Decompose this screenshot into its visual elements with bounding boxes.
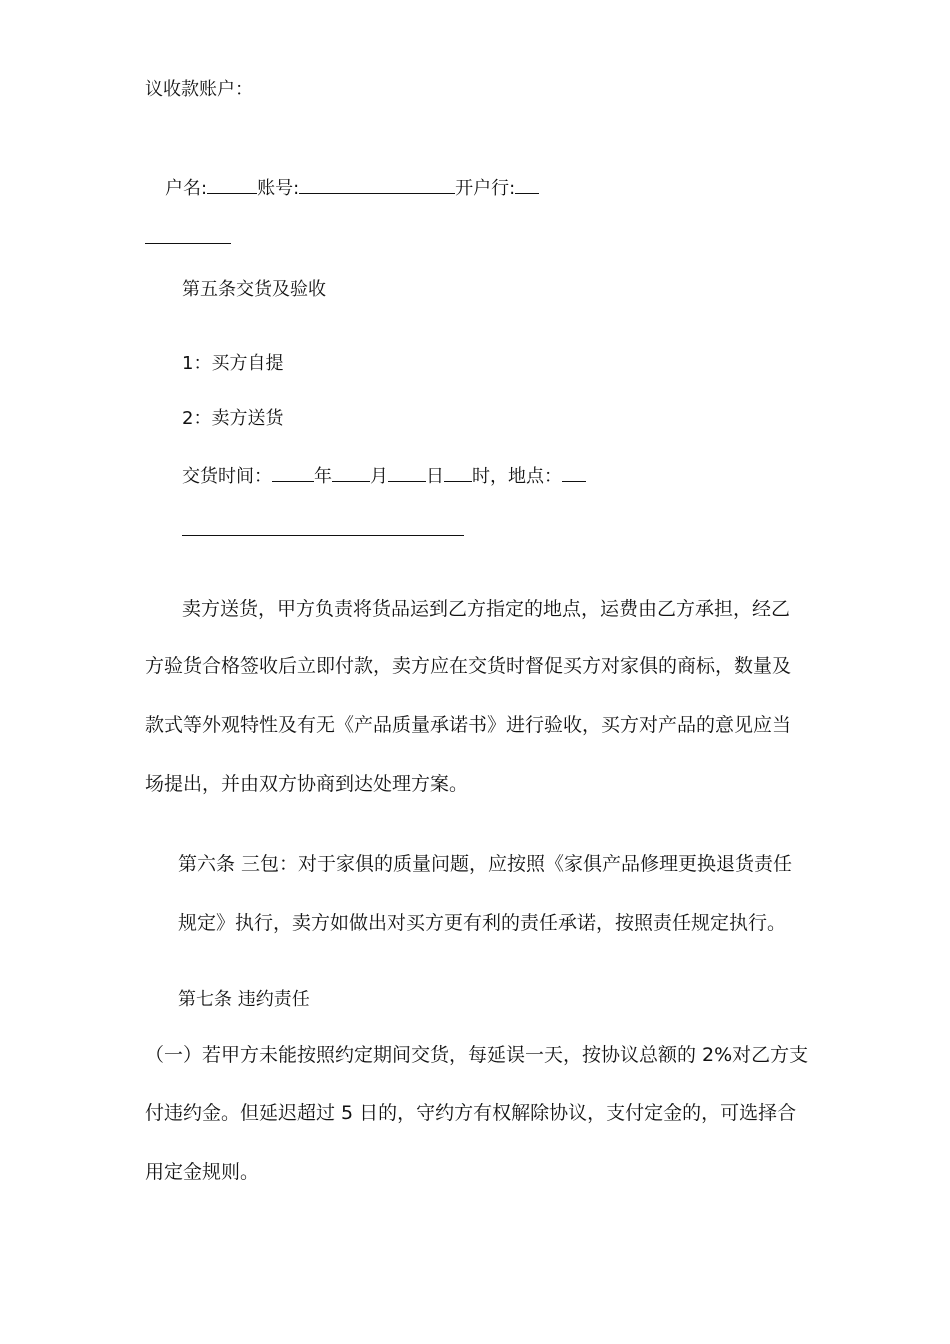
hour-blank[interactable]	[444, 463, 472, 482]
article6-line: 规定》执行，卖方如做出对买方更有利的责任承诺，按照责任规定执行。	[178, 912, 787, 934]
month-blank[interactable]	[332, 463, 370, 482]
article5-paragraph-line: 款式等外观特性及有无《产品质量承诺书》进行验收，买方对产品的意见应当	[145, 714, 792, 736]
account-name-label: 户名:	[165, 178, 208, 199]
article5-paragraph-line: 卖方送货，甲方负责将货品运到乙方指定的地点，运费由乙方承担，经乙	[182, 598, 791, 620]
delivery-option-pickup: 1：买方自提	[182, 353, 284, 374]
location-blank-continuation[interactable]	[182, 535, 464, 536]
bank-blank-continuation[interactable]	[145, 243, 231, 244]
account-number-blank[interactable]	[299, 175, 455, 194]
day-blank[interactable]	[388, 463, 426, 482]
article6-line: 第六条 三包：对于家俱的质量问题，应按照《家俱产品修理更换退货责任	[178, 853, 793, 875]
month-label: 月	[370, 466, 388, 487]
year-blank[interactable]	[272, 463, 314, 482]
bank-blank[interactable]	[515, 175, 539, 194]
bank-label: 开户行:	[455, 178, 516, 199]
account-heading: 议收款账户：	[145, 79, 253, 100]
location-blank[interactable]	[562, 463, 586, 482]
article5-paragraph-line: 场提出，并由双方协商到达处理方案。	[145, 773, 469, 795]
hour-location-label: 时，地点：	[472, 466, 562, 487]
account-number-label: 账号:	[257, 178, 300, 199]
account-fields-row	[165, 175, 539, 202]
article7-clause-line: 付违约金。但延迟超过 5 日的，守约方有权解除协议，支付定金的，可选择合	[145, 1102, 797, 1124]
delivery-time-label: 交货时间：	[182, 466, 272, 487]
year-label: 年	[314, 466, 332, 487]
article5-paragraph-line: 方验货合格签收后立即付款，卖方应在交货时督促买方对家俱的商标，数量及	[145, 655, 792, 677]
delivery-time-row	[182, 463, 586, 490]
article7-clause-line: 用定金规则。	[145, 1161, 260, 1183]
delivery-option-seller: 2：卖方送货	[182, 408, 284, 429]
article7-clause-line: （一）若甲方未能按照约定期间交货，每延误一天，按协议总额的 2%对乙方支	[145, 1044, 809, 1066]
article7-title: 第七条 违约责任	[178, 989, 310, 1010]
day-label: 日	[426, 466, 444, 487]
article5-title: 第五条交货及验收	[182, 279, 326, 300]
account-name-blank[interactable]	[207, 175, 257, 194]
